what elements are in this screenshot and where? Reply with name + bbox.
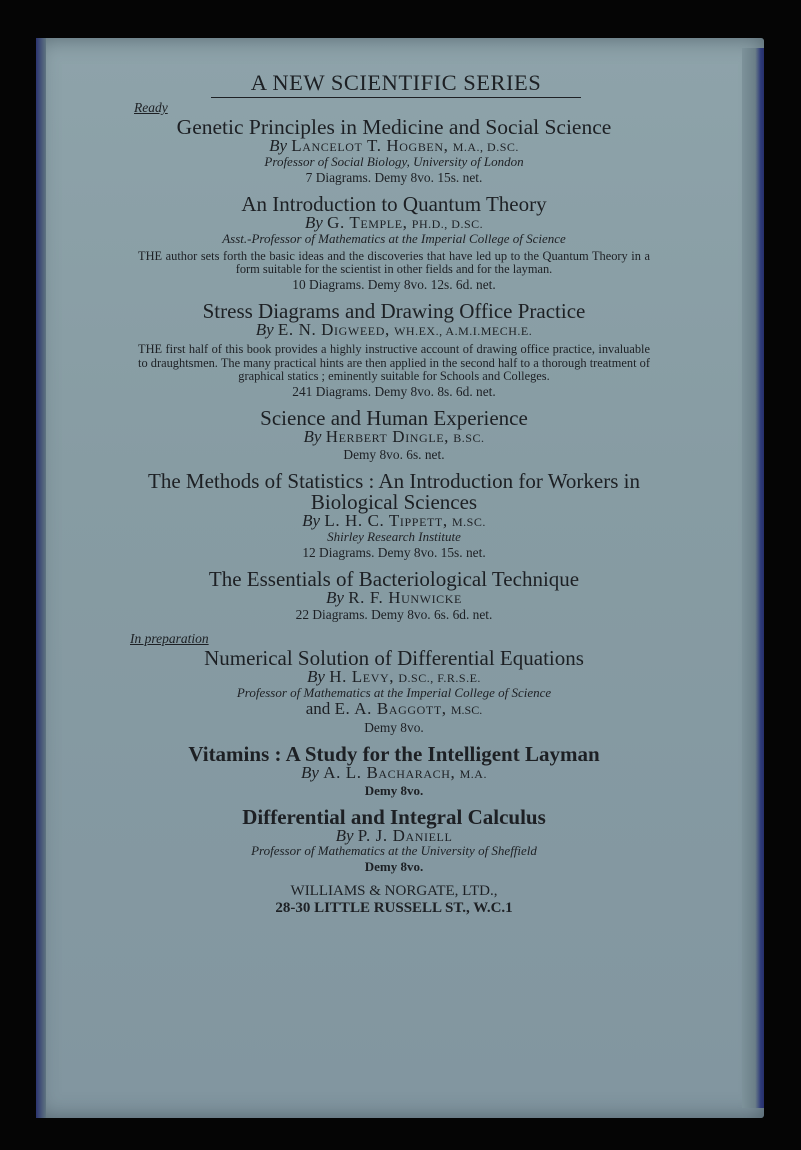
book-entry-stress-diagrams	[134, 301, 654, 400]
by-word: By	[255, 320, 274, 340]
book-title: An Introduction to Quantum Theory	[241, 192, 547, 216]
book-details: Demy 8vo.	[364, 783, 424, 799]
author-qualifications: WH.EX., A.M.I.MECH.E.	[394, 324, 533, 339]
second-author-line	[134, 700, 654, 719]
publisher-address: 28-30 LITTLE RUSSELL ST., W.C.1	[275, 900, 513, 917]
author-name: E. N. Digweed,	[277, 320, 390, 340]
author-name: G. Temple,	[327, 213, 408, 232]
author-line	[134, 322, 654, 339]
author-affiliation: Shirley Research Institute	[327, 529, 461, 545]
author-name: L. H. C. Tippett,	[324, 511, 448, 531]
author-line	[134, 215, 654, 232]
section-label-in-preparation: In preparation	[130, 631, 209, 647]
book-description: THE first half of this book provides a highly instructive account of drawing office practice, invaluable to draughtsmen. The many practical hints are then applied in the second half to a thorough treatment of graphical statics ; eminently suitable for Schools and Colleges.	[138, 342, 650, 383]
author-qualifications: B.SC.	[453, 431, 485, 446]
book-entry-quantum-theory	[134, 194, 654, 293]
book-title: Stress Diagrams and Drawing Office Practice	[202, 299, 586, 324]
book-title: Differential and Integral Calculus	[242, 805, 546, 830]
by-word: By	[326, 588, 344, 608]
book-entry-science-human-experience	[134, 408, 654, 463]
cover-spine-edge	[742, 48, 764, 1108]
author-qualifications: M.A.	[459, 767, 487, 782]
book-entry-genetic-principles	[134, 117, 654, 186]
by-word: By	[301, 763, 319, 783]
book-details: Demy 8vo.	[364, 720, 424, 736]
cover-left-edge	[36, 38, 46, 1118]
book-details: 10 Diagrams. Demy 8vo. 12s. 6d. net.	[292, 277, 496, 293]
book-details: Demy 8vo. 6s. net.	[343, 447, 445, 463]
book-details: 12 Diagrams. Demy 8vo. 15s. net.	[302, 545, 486, 561]
author-affiliation: Professor of Mathematics at the Imperial College of Science	[236, 685, 552, 701]
by-word: By	[303, 427, 322, 447]
section-label-ready: Ready	[134, 100, 168, 115]
book-details: 7 Diagrams. Demy 8vo. 15s. net.	[305, 170, 483, 185]
book-entry-numerical-solution	[134, 648, 654, 736]
by-word: By	[302, 511, 321, 531]
author-qualifications: M.SC.	[451, 515, 486, 530]
author-affiliation: Asst.-Professor of Mathematics at the Imperial College of Science	[222, 231, 566, 246]
series-title: A NEW SCIENTIFIC SERIES	[211, 70, 581, 98]
and-word: and	[305, 699, 331, 719]
book-description: THE author sets forth the basic ideas and the discoveries that have led up to the Quantum Theory in a form suitable for the scientist in other fields and for the layman.	[138, 249, 650, 277]
author-affiliation: Professor of Mathematics at the University of Sheffield	[251, 843, 537, 859]
author-name: R. F. Hunwicke	[348, 588, 462, 608]
by-word: By	[304, 213, 323, 232]
author-line	[134, 138, 654, 155]
book-entry-methods-of-statistics	[134, 471, 654, 561]
author-line	[134, 429, 654, 446]
book-entry-bacteriological-technique	[134, 569, 654, 623]
author-line	[134, 828, 654, 844]
book-title: Vitamins : A Study for the Intelligent Layman	[188, 742, 600, 767]
author-name: A. L. Bacharach,	[323, 763, 456, 783]
second-author-qualifications: M.SC.	[450, 703, 483, 718]
book-title: Numerical Solution of Differential Equations	[204, 646, 584, 671]
author-qualifications: M.A., D.SC.	[452, 140, 519, 154]
author-name: Herbert Dingle,	[325, 427, 450, 447]
author-name: P. J. Daniell	[357, 826, 453, 846]
second-author-name: E. A. Baggott,	[334, 699, 447, 719]
book-details: 22 Diagrams. Demy 8vo. 6s. 6d. net.	[295, 607, 493, 623]
book-title: The Essentials of Bacteriological Technique	[208, 567, 580, 592]
author-name: H. Levy,	[329, 667, 395, 687]
book-details: Demy 8vo.	[364, 859, 424, 875]
book-title: Genetic Principles in Medicine and Social Science	[176, 115, 612, 139]
book-title: Science and Human Experience	[260, 406, 528, 431]
publisher-imprint	[134, 883, 654, 917]
author-line	[134, 669, 654, 686]
by-word: By	[269, 136, 288, 155]
by-word: By	[335, 826, 354, 846]
book-entry-vitamins	[134, 744, 654, 799]
author-line	[134, 765, 654, 782]
author-name: Lancelot T. Hogben,	[291, 136, 449, 155]
author-qualifications: PH.D., D.SC.	[411, 217, 484, 231]
author-qualifications: D.SC., F.R.S.E.	[398, 671, 481, 686]
by-word: By	[307, 667, 325, 687]
author-line	[134, 513, 654, 530]
book-title: The Methods of Statistics : An Introduction for Workers in Biological Sciences	[148, 469, 640, 515]
book-details: 241 Diagrams. Demy 8vo. 8s. 6d. net.	[292, 384, 496, 400]
series-advertisement	[130, 70, 654, 917]
author-affiliation: Professor of Social Biology, University of London	[264, 154, 524, 169]
book-entry-differential-integral-calculus	[134, 807, 654, 875]
author-line	[134, 590, 654, 606]
publisher-name: WILLIAMS & NORGATE, LTD.,	[290, 883, 498, 900]
